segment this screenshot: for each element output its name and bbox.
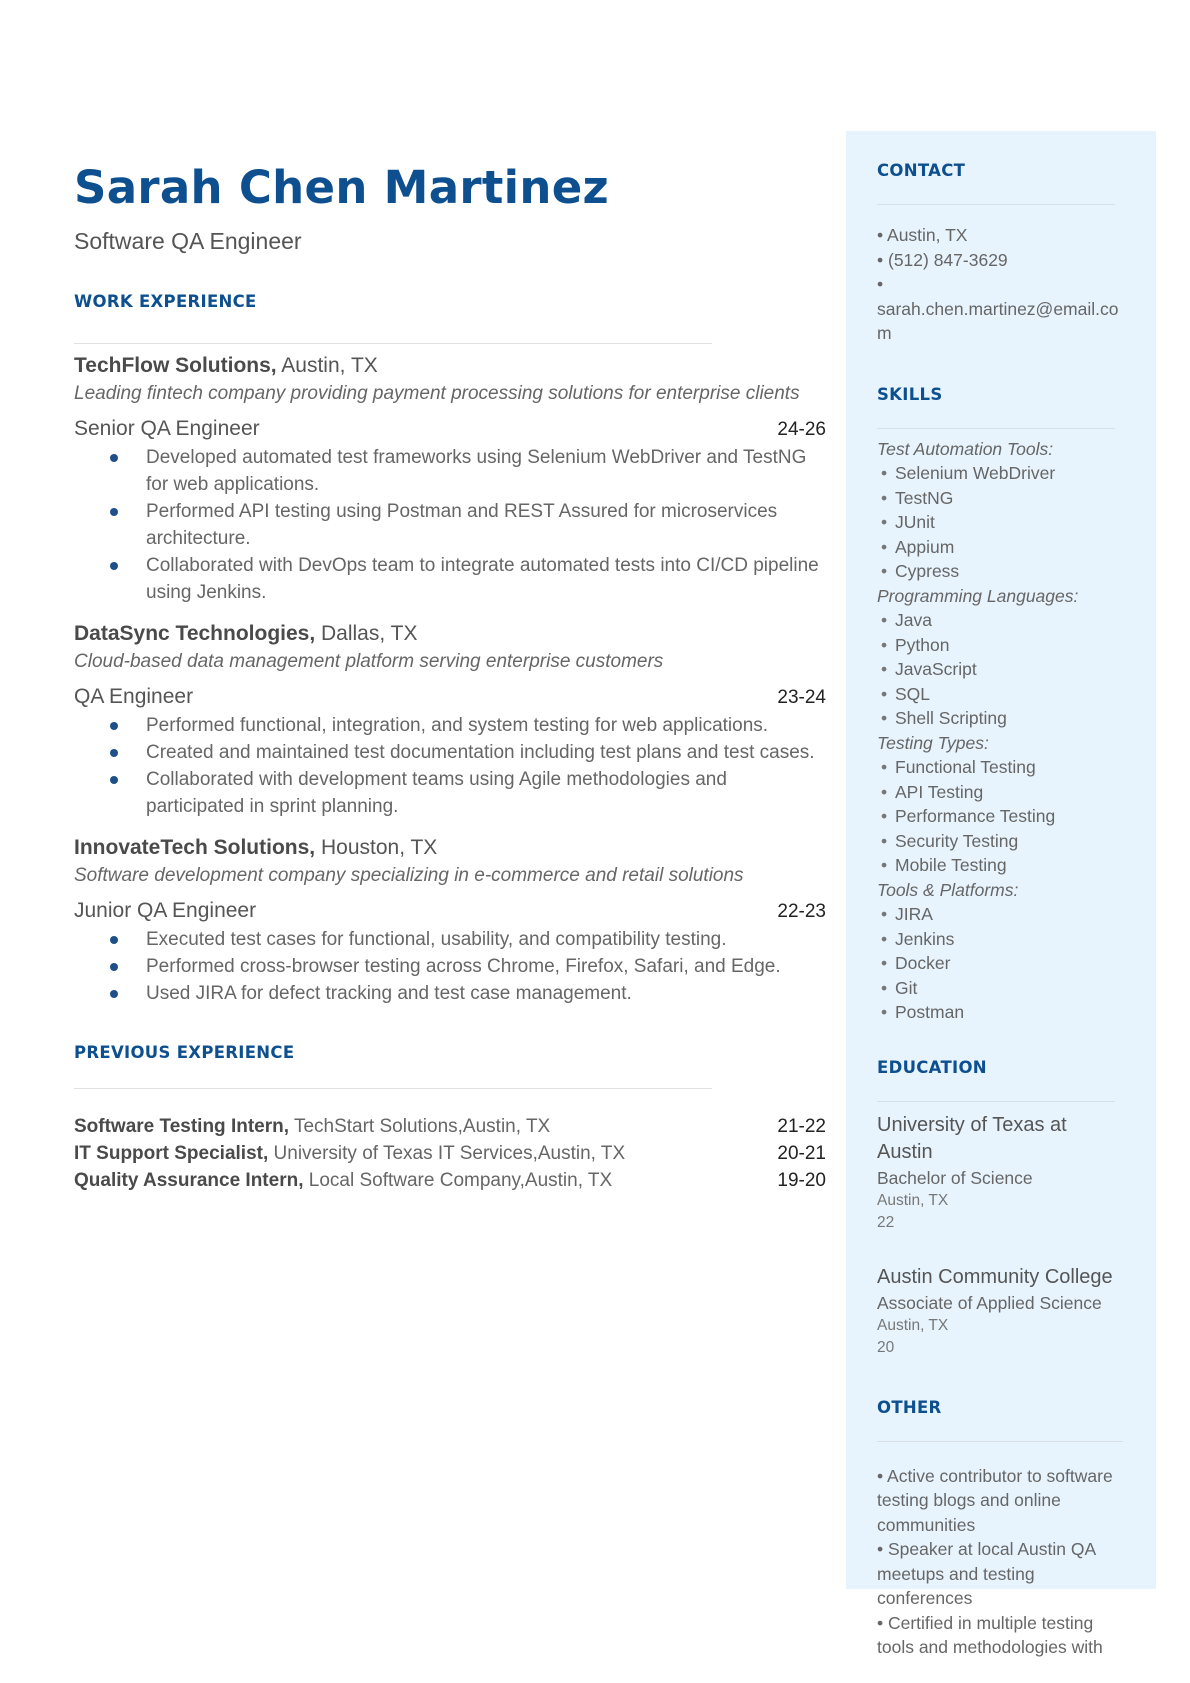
bullet-icon: • [881,781,888,802]
previous-role-line [74,1167,612,1194]
previous-role: Software Testing Intern, [74,1116,290,1137]
company-name: TechFlow Solutions, [74,354,277,377]
previous-experience-heading: PREVIOUS EXPERIENCE [74,1043,295,1062]
bullet-icon: • [881,928,888,949]
previous-role: Quality Assurance Intern, [74,1170,304,1191]
skill-item [877,951,1125,976]
job-entry [74,352,826,606]
responsibility-item [146,498,826,552]
school-location: Austin, TX [877,1316,949,1334]
skill-item [877,510,1125,535]
bullet-icon: • [881,977,888,998]
skill-item [877,976,1125,1001]
company-description: Cloud-based data management platform serving enterprise customers [74,651,664,672]
bullet-icon [110,454,118,462]
skill-name: SQL [895,683,931,704]
contact-location: • Austin, TX [877,225,968,245]
skill-name: Cypress [895,561,960,581]
skill-name: Performance Testing [895,806,1056,826]
skill-item [877,682,1125,707]
skill-name: Docker [895,953,951,973]
company-name: DataSync Technologies, [74,622,316,645]
role-row [74,683,826,712]
previous-org: University of Texas IT Services,Austin, TX [268,1143,626,1164]
previous-role: IT Support Specialist, [74,1143,269,1164]
skill-item [877,853,1125,878]
degree: Bachelor of Science [877,1167,1033,1188]
previous-experience-row [74,1113,826,1140]
skill-item [877,902,1125,927]
skill-category: Test Automation Tools: [877,438,1054,459]
section-divider [877,1101,1115,1102]
candidate-title: Software QA Engineer [74,228,302,254]
education-heading: EDUCATION [877,1057,987,1077]
work-experience-list [74,352,826,1007]
responsibility-text: Executed test cases for functional, usability, and compatibility testing. [146,929,727,950]
bullet-icon [110,776,118,784]
role-title: Senior QA Engineer [74,417,260,440]
previous-dates: 19-20 [777,1170,826,1191]
skill-item [877,535,1125,560]
responsibility-list [74,712,826,820]
skill-item [877,927,1125,952]
skill-item [877,755,1125,780]
bullet-icon: • [881,830,888,851]
bullet-icon [110,749,118,757]
skill-item [877,461,1125,486]
company-line [74,834,826,862]
skill-name: Python [895,634,950,655]
skill-item [877,804,1125,829]
school-location: Austin, TX [877,1191,949,1209]
previous-experience-list [74,1113,826,1194]
bullet-icon [110,936,118,944]
education-section [877,1057,1125,1359]
contact-heading: CONTACT [877,161,966,180]
company-line [74,352,826,380]
education-entry [877,1264,1125,1359]
bullet-icon [110,508,118,516]
bullet-icon [110,990,118,998]
other-item: • Active contributor to software testing blogs and online communities [877,1465,1113,1535]
skill-name: JavaScript [895,659,977,679]
skills-list [877,437,1125,1025]
role-dates: 22-23 [777,901,826,922]
company-description: Software development company specializing in e-commerce and retail solutions [74,865,744,886]
skill-name: Security Testing [895,830,1019,851]
responsibility-list [74,444,826,606]
company-name: InnovateTech Solutions, [74,836,316,859]
responsibility-text: Performed cross-browser testing across Chrome, Firefox, Safari, and Edge. [146,956,781,977]
contact-phone: • (512) 847-3629 [877,249,1008,270]
skill-item [877,486,1125,511]
responsibility-text: Performed functional, integration, and system testing for web applications. [146,715,769,736]
skill-item [877,1000,1125,1025]
contact-email[interactable]: sarah.chen.martinez@email.com [877,298,1119,343]
skill-name: Git [895,977,918,998]
responsibility-list [74,926,826,1007]
bullet-icon: • [881,953,888,973]
bullet-icon: • [881,561,888,581]
bullet-icon: • [881,708,888,728]
job-entry [74,620,826,820]
previous-experience-row [74,1167,826,1194]
school-name: University of Texas at Austin [877,1113,1067,1163]
responsibility-text: Developed automated test frameworks using Selenium WebDriver and TestNG for web applications. [146,447,807,495]
responsibility-item [146,712,826,739]
section-divider [877,428,1115,429]
skills-heading: SKILLS [877,384,943,404]
company-location: Houston, TX [315,836,438,859]
bullet-icon: • [881,1002,888,1022]
graduation-year: 20 [877,1338,895,1356]
other-list [877,1464,1125,1660]
skill-name: Selenium WebDriver [895,463,1056,483]
section-divider [74,343,712,344]
previous-dates: 21-22 [777,1116,826,1137]
previous-org: Local Software Company,Austin, TX [303,1170,613,1191]
company-location: Austin, TX [276,354,378,377]
role-row [74,897,826,926]
skill-category: Programming Languages: [877,585,1079,606]
skill-name: Mobile Testing [895,855,1007,875]
other-item: • Certified in multiple testing tools and methodologies with [877,1612,1103,1657]
skill-name: Functional Testing [895,757,1036,777]
role-dates: 23-24 [777,687,826,708]
bullet-icon: • [881,683,888,704]
skill-name: JIRA [895,904,933,924]
bullet-icon: • [881,757,888,777]
responsibility-item [146,552,826,606]
sidebar [877,160,1125,1657]
skill-item [877,706,1125,731]
responsibility-text: Performed API testing using Postman and REST Assured for microservices architecture. [146,501,778,549]
company-location: Dallas, TX [315,622,418,645]
company-line [74,620,826,648]
skill-item [877,829,1125,854]
skill-name: Postman [895,1002,965,1022]
section-divider [877,1441,1123,1442]
candidate-name: Sarah Chen Martinez [74,161,610,214]
responsibility-text: Collaborated with DevOps team to integrate automated tests into CI/CD pipeline using Jenkins. [146,555,819,603]
responsibility-text: Created and maintained test documentation including test plans and test cases. [146,742,815,763]
role-title: Junior QA Engineer [74,899,257,922]
bullet-icon: • [881,806,888,826]
skill-item [877,780,1125,805]
role-dates: 24-26 [777,419,826,440]
bullet-icon: • [881,855,888,875]
work-experience-heading: WORK EXPERIENCE [74,292,257,311]
skill-name: Shell Scripting [895,708,1007,728]
responsibility-item [146,953,826,980]
bullet-icon: • [881,634,888,655]
graduation-year: 22 [877,1213,895,1231]
other-section [877,1397,1125,1660]
school-name: Austin Community College [877,1265,1113,1288]
main-column [74,160,826,1194]
responsibility-item [146,926,826,953]
bullet-icon: • [881,904,888,924]
skill-item [877,657,1125,682]
degree: Associate of Applied Science [877,1292,1102,1313]
bullet-icon: • [881,463,888,483]
responsibility-item [146,739,826,766]
education-entry [877,1112,1125,1234]
previous-role-line [74,1140,625,1167]
job-entry [74,834,826,1007]
section-divider [74,1088,712,1089]
education-list [877,1112,1125,1359]
skill-name: API Testing [895,781,984,802]
bullet-icon: • [881,610,888,630]
bullet-icon [110,722,118,730]
skill-name: Appium [895,536,955,557]
bullet-icon: • [881,659,888,679]
skill-item [877,608,1125,633]
bullet-icon: • [881,536,888,557]
responsibility-item [146,980,826,1007]
other-heading: OTHER [877,1397,942,1417]
skill-category: Testing Types: [877,732,989,753]
responsibility-item [146,444,826,498]
role-title: QA Engineer [74,685,194,708]
section-divider [877,204,1115,205]
skill-name: TestNG [895,487,954,508]
role-row [74,415,826,444]
responsibility-item [146,766,826,820]
skills-section [877,384,1125,1025]
company-description: Leading fintech company providing payment processing solutions for enterprise clients [74,383,800,404]
previous-role-line [74,1113,550,1140]
previous-org: TechStart Solutions,Austin, TX [289,1116,551,1137]
bullet-icon [110,562,118,570]
other-item: • Speaker at local Austin QA meetups and testing conferences [877,1539,1096,1608]
previous-dates: 20-21 [777,1143,826,1164]
previous-experience-row [74,1140,826,1167]
bullet-icon: • [881,512,888,532]
skill-name: JUnit [895,512,935,532]
skill-category: Tools & Platforms: [877,879,1019,900]
contact-email-bullet: • [877,274,884,294]
contact-list [877,223,1125,346]
bullet-icon: • [881,487,888,508]
skill-item [877,633,1125,658]
bullet-icon [110,963,118,971]
skill-item [877,559,1125,584]
responsibility-text: Used JIRA for defect tracking and test case management. [146,983,632,1004]
skill-name: Java [895,610,932,630]
skill-name: Jenkins [895,928,955,949]
responsibility-text: Collaborated with development teams using Agile methodologies and participated in sprint planning. [146,769,727,817]
